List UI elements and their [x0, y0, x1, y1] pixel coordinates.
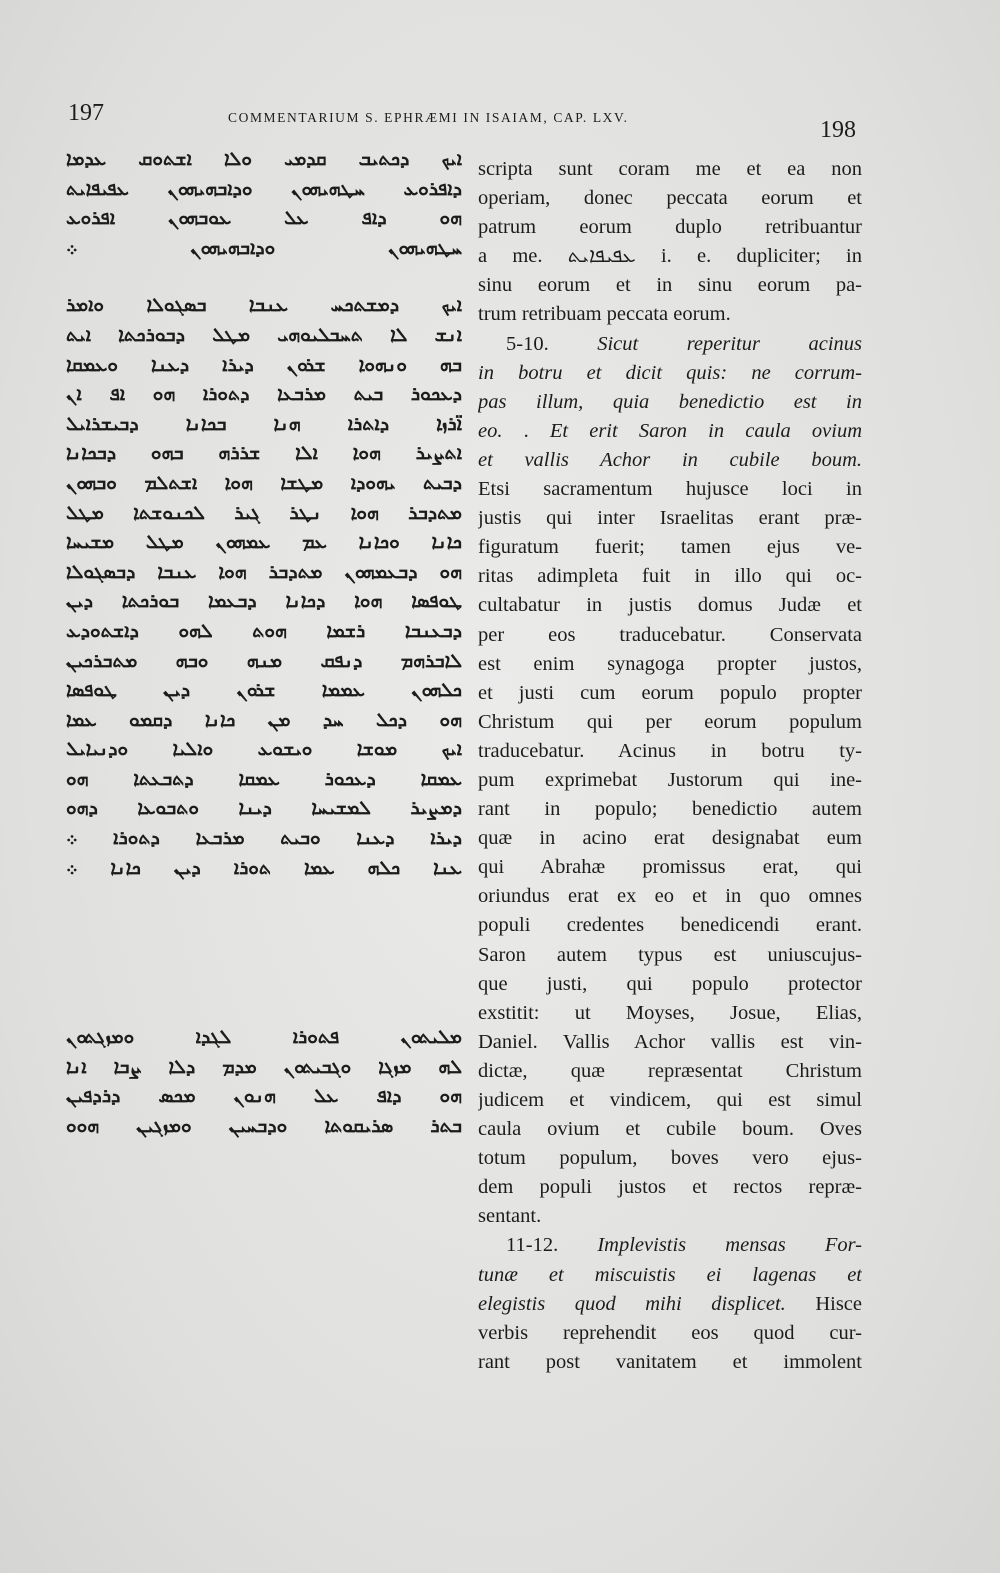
syriac-paragraph-1: [66, 145, 462, 263]
syriac-line: ܕܐܦܪܘܥ ܚܛܗܝܗܘܢ ܘܕܐܒܗܝܗܘܢ ܥܦܝܦܐܝܬ: [66, 178, 462, 200]
latin-line: rant in populo; benedictio autem: [478, 798, 862, 821]
syriac-line: ܚܛܗܝܗܘܢ ܘܕܐܒܗܝܗܘܢ ܀: [66, 237, 462, 259]
latin-line: tunæ et miscuistis ei lagenas et: [478, 1263, 862, 1286]
italic-span: Et erit Saron in caula ovium: [549, 419, 862, 442]
latin-line: et vallis Achor in cubile boum.: [478, 448, 862, 471]
latin-line: a me. ܥܦܝܦܐܝܬ i. e. dupliciter; in: [478, 245, 862, 268]
latin-line: exstitit: ut Moyses, Josue, Elias,: [478, 1001, 862, 1024]
syriac-line: ܟܠܗܘܢ ܥܡܡܐ ܫܪܘܢ ܕܝܢ ܛܘܦܣܐ: [66, 680, 462, 702]
latin-line: traducebatur. Acinus in botru ty-: [478, 739, 862, 762]
syriac-line: ܐ̈ܪܙܐ ܕܐܬܪܐ ܗܢܐ ܒܟܐܢܐ ܕܒܝܫܪܐܝܠ: [66, 413, 462, 435]
syriac-line: ܐܬܨܝܪ ܗܘܐ ܐܠܐ ܫܪܪܗ ܒܗܘ ܕܒܟܐܢܐ: [66, 443, 462, 465]
syriac-column: [66, 145, 462, 1142]
latin-line: operiam, donec peccata eorum et: [478, 187, 862, 210]
latin-line: Etsi sacramentum hujusce loci in: [478, 478, 862, 501]
latin-line: ritas adimpleta fuit in illo qui oc-: [478, 565, 862, 588]
latin-line: que justi, qui populo protector: [478, 972, 862, 995]
latin-line: patrum eorum duplo retribuantur: [478, 216, 862, 239]
syriac-line: ܠܐܒܪܗܡ ܕܢܦܩ ܡܢܗ ܘܒܗ ܡܬܒܪܟܝܢ: [66, 650, 462, 672]
latin-line: Christum qui per eorum populum: [478, 710, 862, 733]
syriac-paragraph-2: [66, 291, 462, 883]
syriac-line: ܒܬܪ ܣܪܝܩܘܬܐ ܘܕܒܚܝܢ ܘܡܙܓܝܢ ܗܘܘ: [66, 1116, 462, 1138]
latin-line: trum retribuam peccata eorum.: [478, 303, 731, 326]
latin-line: populi credentes benedicendi erant.: [478, 914, 862, 937]
syriac-line: ܗܘ ܕܐܦ ܥܠ ܗܢܘܢ ܡܟܣ ܕܪܕܦܝܢ: [66, 1086, 462, 1108]
latin-line: 11-12. Implevistis mensas For-: [506, 1234, 862, 1257]
latin-line: totum populum, boves vero ejus-: [478, 1147, 862, 1170]
latin-line: caula ovium et cubile boum. Oves: [478, 1118, 862, 1141]
latin-line: 5-10. Sicut reperitur acinus: [506, 332, 862, 355]
latin-line: qui Abrahæ promissus erat, qui: [478, 856, 862, 879]
italic-span: Sicut reperitur acinus: [597, 332, 862, 355]
syriac-paragraph-3: [66, 1023, 462, 1141]
syriac-line: ܒܗ ܘܢܗܘܐ ܫܪܘܢ ܕܝܪܐ ܕܥܢܐ ܘܥܡܩܐ: [66, 354, 462, 376]
latin-line: est enim synagoga propter justos,: [478, 652, 862, 675]
latin-line: per eos traducebatur. Conservata: [478, 623, 862, 646]
latin-line: dem populi justos et rectos repræ-: [478, 1176, 862, 1199]
latin-line: sentant.: [478, 1205, 542, 1228]
syriac-line: ܕܝܪܐ ܕܥܢܐ ܘܒܝܬ ܡܪܒܥܐ ܕܬܘܪܐ ܀: [66, 828, 462, 850]
italic-span: elegistis quod mihi displicet.: [478, 1292, 816, 1315]
syriac-line: ܐܝܟ ܕܡܫܬܟܚ ܥܢܒܐ ܒܣܓܘܠܐ ܘܐܡܪ: [66, 295, 462, 317]
latin-line: sinu eorum et in sinu eorum pa-: [478, 274, 862, 297]
syriac-line: ܗܘ ܕܒܥܡܗܘܢ ܡܬܕܒܪ ܗܘܐ ܥܢܒܐ ܕܒܣܓܘܠܐ: [66, 561, 462, 583]
latin-line: Daniel. Vallis Achor vallis est vin-: [478, 1030, 862, 1053]
syriac-line: ܐܝܟ ܡܘܫܐ ܘܝܫܘܥ ܘܐܠܝܐ ܘܕܢܝܐܝܠ: [66, 739, 462, 761]
latin-line: et justi cum eorum populo propter: [478, 681, 862, 704]
syriac-line: ܗܘ ܕܟܠ ܚܕ ܡܢ ܟܐܢܐ ܕܩܡܘ ܥܡܐ: [66, 709, 462, 731]
latin-line: Saron autem typus est uniuscujus-: [478, 943, 862, 966]
syriac-line: ܠܗ ܡܙܓܐ ܘܓܒܝܬܘܢ ܡܕܡ ܕܠܐ ܨܒܐ ܐܢܐ: [66, 1056, 462, 1078]
latin-line: quæ in acino erat designabat eum: [478, 827, 862, 850]
latin-line: pum exprimebat Justorum qui ine-: [478, 768, 862, 791]
latin-line: cultabatur in justis domus Judæ et: [478, 594, 862, 617]
running-title: COMMENTARIUM S. EPHRÆMI IN ISAIAM, CAP. LXV.: [228, 110, 629, 125]
page-number-right: 198: [820, 117, 856, 143]
syriac-line: ܟܐܢܐ ܘܟܐܢܐ ܥܡ ܥܡܗܘܢ ܡܛܠ ܡܫܝܚܐ: [66, 532, 462, 554]
syriac-line: ܕܒܝܬ ܝܗܘܕܐ ܡܛܫܐ ܗܘܐ ܐܫܬܠܡ ܘܒܗܘܢ: [66, 472, 462, 494]
syriac-line: ܕܡܨܝܪ ܠܡܫܝܚܐ ܕܝܢܐ ܘܬܒܘܥܐ ܕܗܘ: [66, 798, 462, 820]
syriac-line: ܡܬܕܒܪ ܗܘܐ ܢܛܪ ܓܝܪ ܠܟܢܘܫܬܐ ܡܛܠ: [66, 502, 462, 524]
italic-span: Implevistis mensas For-: [597, 1234, 862, 1257]
latin-line: verbis reprehendit eos quod cur-: [478, 1321, 862, 1344]
latin-line: pas illum, quia benedictio est in: [478, 390, 862, 413]
syriac-line: ܕܒܥܢܒܐ ܪܫܡܐ ܗܘܬ ܠܗܘ ܕܐܫܬܘܕܥ: [66, 620, 462, 642]
syriac-line: ܗܘ ܕܐܦ ܥܠ ܥܘܒܗܘܢ ܐܦܪܘܥ: [66, 208, 462, 230]
latin-line: rant post vanitatem et immolent: [478, 1350, 862, 1373]
latin-line: figuratum fuerit; tamen ejus ve-: [478, 536, 862, 559]
syriac-line: ܐܝܟ ܕܟܬܝܒ ܩܕܡܝ ܘܠܐ ܐܫܬܘܩ ܥܕܡܐ: [66, 149, 462, 170]
latin-line: elegistis quod mihi displicet. Hisce: [478, 1292, 862, 1315]
latin-line: justis qui inter Israelitas erant præ-: [478, 507, 862, 530]
latin-line: judicem et vindicem, qui est simul: [478, 1089, 862, 1111]
page-number-left: 197: [68, 100, 104, 126]
italic-span: eo.: [478, 419, 503, 442]
latin-line: oriundus erat ex eo et in quo omnes: [478, 885, 862, 908]
syriac-line: ܥܡܩܐ ܕܥܟܘܪ ܥܡܩܐ ܕܬܒܥܬܐ ܗܘ: [66, 768, 462, 790]
latin-line: in botru et dicit quis: ne corrum-: [478, 361, 862, 384]
syriac-line: ܥܢܐ ܟܠܗ ܥܡܐ ܬܘܪܐ ܕܝܢ ܟܐܢܐ ܀: [66, 857, 462, 879]
latin-column: [478, 155, 862, 1377]
latin-line: dictæ, quæ repræsentat Christum: [478, 1059, 862, 1082]
syriac-line: ܕܥܟܘܪ ܒܝܬ ܡܪܒܥܐ ܕܬܘܪܐ ܗܘ ܐܦ ܐܢ: [66, 384, 462, 406]
latin-line: scripta sunt coram me et ea non: [478, 158, 862, 180]
latin-line: eo. . Et erit Saron in caula ovium: [478, 419, 862, 442]
syriac-line: ܛܘܦܣܐ ܗܘܐ ܕܟܐܢܐ ܕܒܥܡܐ ܒܘܪܟܬܐ ܕܝܢ: [66, 591, 462, 613]
syriac-line: ܐܢܫ ܠܐ ܬܚܒܠܝܘܗܝ ܡܛܠ ܕܒܘܪܟܬܐ ܐܝܬ: [66, 324, 462, 346]
syriac-line: ܡܠܝܬܘܢ ܦܬܘܪܐ ܠܓܕܐ ܘܡܙܓܬܘܢ: [66, 1027, 462, 1049]
